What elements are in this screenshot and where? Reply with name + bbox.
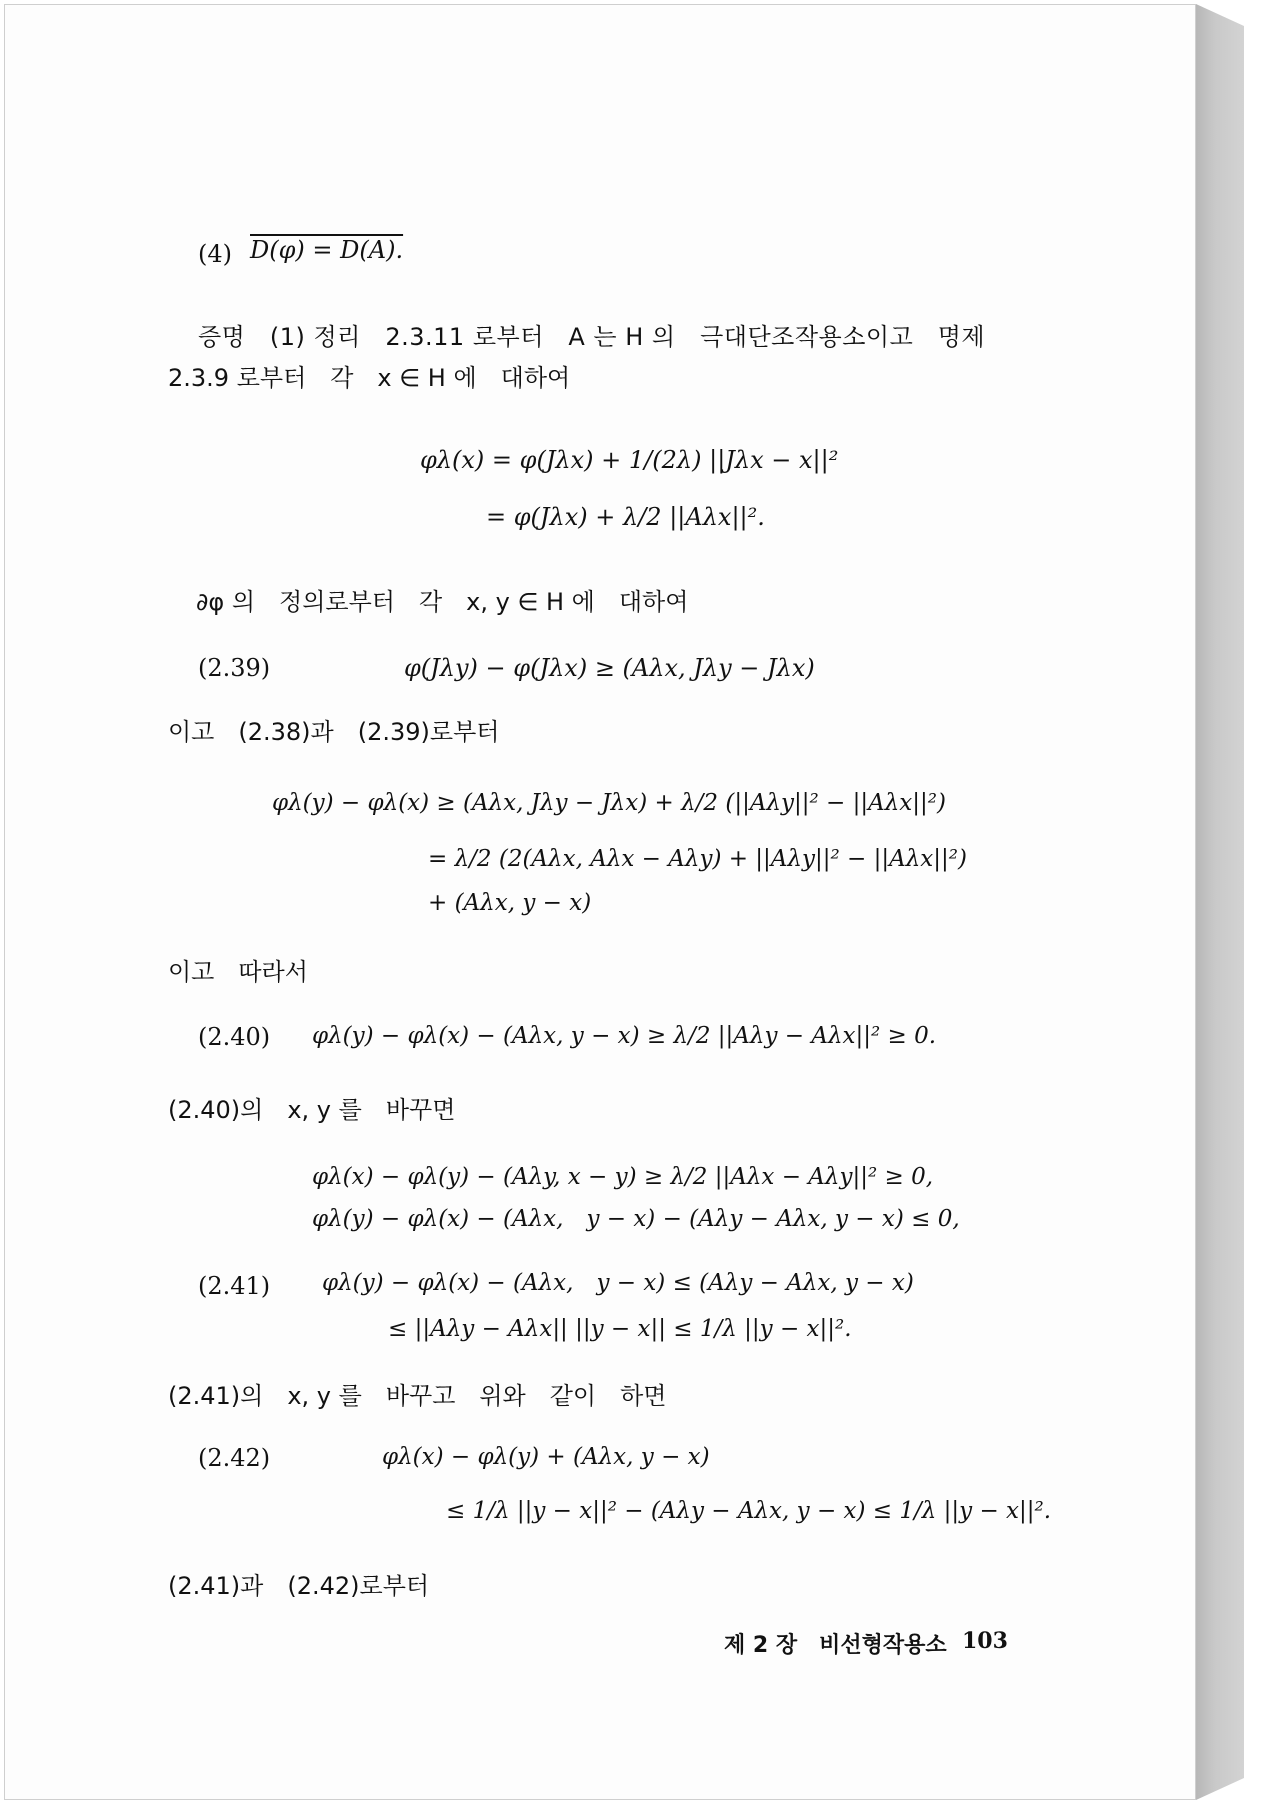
eq-242-line2: ≤ 1/λ ||y − x||² − (Aλy − Aλx, y − x) ≤ 1/λ ||y − x||². — [446, 1498, 1052, 1524]
running-footer-chapter: 제 2 장 비선형작용소 — [724, 1633, 947, 1658]
from-241-242-line: (2.41)과 (2.42)로부터 — [168, 1572, 430, 1600]
eq-block1-line2: = λ/2 (2(Aλx, Aλx − Aλy) + ||Aλy||² − ||Aλx||²) — [428, 846, 967, 872]
eq-242-line1: φλ(x) − φλ(y) + (Aλx, y − x) — [382, 1444, 710, 1470]
eq-240-formula: φλ(y) − φλ(x) − (Aλx, y − x) ≥ λ/2 ||Aλy − Aλx||² ≥ 0. — [312, 1023, 937, 1049]
eq-block2-line2: φλ(y) − φλ(x) − (Aλx, y − x) − (Aλy − Aλx, y − x) ≤ 0, — [312, 1206, 960, 1232]
eq-241-line1: φλ(y) − φλ(x) − (Aλx, y − x) ≤ (Aλy − Aλx, y − x) — [322, 1270, 914, 1296]
eq-241-label: (2.41) — [198, 1272, 271, 1300]
eq-block1-line1: φλ(y) − φλ(x) ≥ (Aλx, Jλy − Jλx) + λ/2 (||Aλy||² − ||Aλx||²) — [272, 790, 946, 816]
eq-241-line2: ≤ ||Aλy − Aλx|| ||y − x|| ≤ 1/λ ||y − x||². — [388, 1316, 852, 1342]
item-4-formula — [250, 238, 403, 262]
item-4-label: (4) — [198, 240, 232, 268]
page-edge — [1196, 4, 1244, 1800]
eq-phi-line2: = φ(Jλx) + λ/2 ||Aλx||². — [486, 503, 765, 531]
eq-242-label: (2.42) — [198, 1444, 271, 1472]
swap-241-line: (2.41)의 x, y 를 바꾸고 위와 같이 하면 — [168, 1382, 667, 1410]
proof-intro-line1: 증명 (1) 정리 2.3.11 로부터 A 는 H 의 극대단조작용소이고 명제 — [198, 323, 986, 351]
eq-phi-line1: φλ(x) = φ(Jλx) + 1/(2λ) ||Jλx − x||² — [420, 446, 839, 474]
eq-block2-line1: φλ(x) − φλ(y) − (Aλy, x − y) ≥ λ/2 ||Aλx − Aλy||² ≥ 0, — [312, 1164, 934, 1190]
therefore-line: 이고 따라서 — [168, 958, 308, 986]
eq-239-label: (2.39) — [198, 654, 271, 682]
eq-240-label: (2.40) — [198, 1023, 271, 1051]
proof-intro-line2: 2.3.9 로부터 각 x ∈ H 에 대하여 — [168, 364, 571, 392]
item-4-formula-text: D(φ) = D(A). — [250, 236, 404, 264]
eq-239-formula: φ(Jλy) − φ(Jλx) ≥ (Aλx, Jλy − Jλx) — [404, 654, 815, 682]
eq-block1-line3: + (Aλx, y − x) — [428, 890, 592, 916]
swap-240-line: (2.40)의 x, y 를 바꾸면 — [168, 1096, 456, 1124]
page-number: 103 — [962, 1628, 1008, 1654]
from-238-239-line: 이고 (2.38)과 (2.39)로부터 — [168, 718, 500, 746]
definition-line: ∂φ 의 정의로부터 각 x, y ∈ H 에 대하여 — [196, 588, 689, 616]
